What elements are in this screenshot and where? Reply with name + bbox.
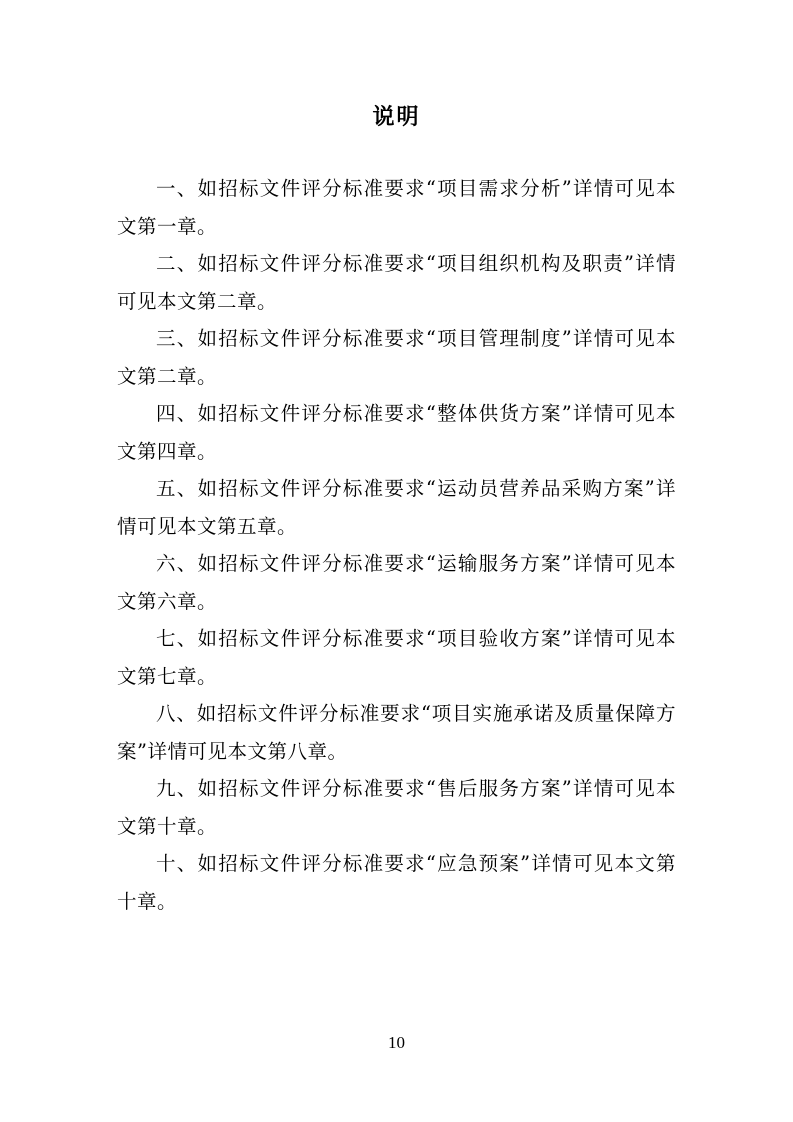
paragraph-8: 八、如招标文件评分标准要求“项目实施承诺及质量保障方案”详情可见本文第八章。 bbox=[117, 702, 676, 763]
paragraph-2: 二、如招标文件评分标准要求“项目组织机构及职责”详情可见本文第二章。 bbox=[117, 252, 676, 313]
page-number: 10 bbox=[388, 1033, 405, 1052]
paragraph-5: 五、如招标文件评分标准要求“运动员营养品采购方案”详情可见本文第五章。 bbox=[117, 477, 676, 538]
paragraph-10: 十、如招标文件评分标准要求“应急预案”详情可见本文第十章。 bbox=[117, 852, 676, 913]
paragraph-6: 六、如招标文件评分标准要求“运输服务方案”详情可见本文第六章。 bbox=[117, 552, 676, 613]
paragraph-1: 一、如招标文件评分标准要求“项目需求分析”详情可见本文第一章。 bbox=[117, 177, 676, 238]
document-body bbox=[117, 170, 676, 920]
paragraph-3: 三、如招标文件评分标准要求“项目管理制度”详情可见本文第二章。 bbox=[117, 327, 676, 388]
page-title: 说明 bbox=[372, 105, 421, 130]
paragraph-4: 四、如招标文件评分标准要求“整体供货方案”详情可见本文第四章。 bbox=[117, 402, 676, 463]
paragraph-7: 七、如招标文件评分标准要求“项目验收方案”详情可见本文第七章。 bbox=[117, 627, 676, 688]
paragraph-9: 九、如招标文件评分标准要求“售后服务方案”详情可见本文第十章。 bbox=[117, 777, 676, 838]
